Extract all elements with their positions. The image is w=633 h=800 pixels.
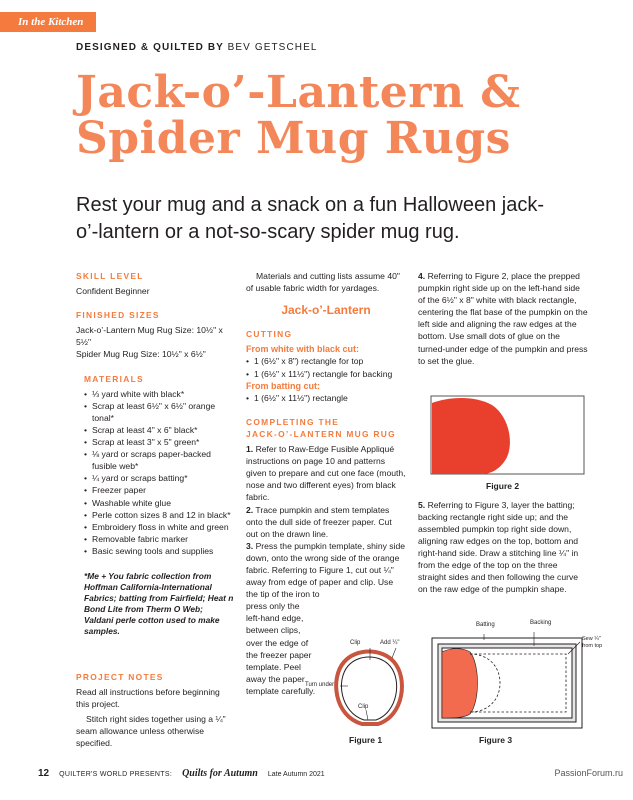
- page-title: [76, 67, 616, 164]
- designer-prefix: DESIGNED & QUILTED BY: [76, 42, 224, 53]
- title-line-1: Jack-o’-Lantern &: [76, 67, 521, 118]
- list-item: • ¼ yard or scraps batting*: [84, 472, 234, 484]
- figure-2-label: Figure 2: [486, 481, 520, 491]
- step-text: Refer to Raw-Edge Fusible Appliqué instructions on page 10 and patterns given to prepare and cut one face (mouth, nose and two different eyes) from black fabric.: [246, 444, 406, 503]
- footer: [38, 768, 325, 779]
- designer-credit: [76, 42, 318, 53]
- list-item: • Perle cotton sizes 8 and 12 in black*: [84, 509, 234, 521]
- list-item: • Scrap at least 3" x 5" green*: [84, 436, 234, 448]
- step-number: 1.: [246, 444, 254, 455]
- step-4: [418, 270, 588, 367]
- completing-heading-2: JACK-O’-LANTERN MUG RUG: [246, 428, 396, 439]
- fig1-add-label: Add ¼": [380, 640, 400, 646]
- skill-heading: SKILL LEVEL: [76, 271, 144, 281]
- list-item: • Washable white glue: [84, 497, 234, 509]
- step-3: [246, 540, 406, 600]
- step-3-line: over the edge of: [246, 637, 309, 648]
- step-number: 5.: [418, 499, 426, 510]
- list-item: • 1 (6½" x 11½") rectangle for backing: [246, 368, 406, 380]
- list-item: • ⅓ yard white with black*: [84, 388, 234, 400]
- step-3-line: press only the: [246, 601, 300, 612]
- magazine-name: QUILTER'S WORLD PRESENTS:: [59, 771, 173, 778]
- step-number: 4.: [418, 271, 426, 281]
- fig1-clip-label: Clip: [350, 640, 361, 646]
- list-item: • 1 (6½" x 8") rectangle for top: [246, 355, 406, 367]
- step-number: 3.: [246, 540, 254, 551]
- project-notes-p1: Read all instructions before beginning this project.: [76, 687, 220, 710]
- issue: Late Autumn 2021: [267, 771, 325, 778]
- materials-note: *Me + You fabric collection from Hoffman California-International Fabrics; batting from Fairfield; Heat n Bond Lite from Therm O Web; Valdani perle cotton used to make samples.: [84, 570, 234, 636]
- project-notes-p2: Stitch right sides together using a ¼" seam allowance unless otherwise specified.: [76, 714, 226, 749]
- size-line: Jack-o’-Lantern Mug Rug Size: 10½" x 5½": [76, 325, 223, 348]
- list-item: • Basic sewing tools and supplies: [84, 545, 234, 557]
- fig3-backing-label: Backing: [530, 620, 552, 626]
- list-item: • Scrap at least 4" x 6" black*: [84, 424, 234, 436]
- figure-3-label: Figure 3: [479, 735, 513, 745]
- pumpkin-shape: [442, 649, 478, 718]
- step-3-line: left-hand edge,: [246, 613, 304, 624]
- step-3-line: away the paper: [246, 673, 305, 684]
- skill-value: Confident Beginner: [76, 286, 150, 297]
- materials-heading: MATERIALS: [84, 373, 144, 384]
- list-item: • Freezer paper: [84, 484, 234, 496]
- list-item: • Scrap at least 6½" x 6½" orange tonal*: [84, 400, 234, 424]
- white-cut-list: [246, 355, 406, 379]
- step-text: Press the pumpkin template, shiny side down, onto the wrong side of the orange fabric. Referring to Figure 1, cut out ¼" away from edge of paper and clip. Use the tip of the iron to: [246, 540, 406, 600]
- completing-heading-1: COMPLETING THE: [246, 416, 340, 427]
- list-item: • ⅛ yard or scraps paper-backed fusible web*: [84, 448, 234, 472]
- step-3-line: the freezer paper: [246, 649, 312, 660]
- title-line-2: Spider Mug Rugs: [76, 113, 511, 164]
- figure-1-diagram: [326, 636, 416, 732]
- intro-text: Materials and cutting lists assume 40" of usable fabric width for yardages.: [246, 271, 400, 294]
- add-pointer: [392, 648, 396, 658]
- fig1-turn-label: Turn under: [305, 682, 335, 688]
- step-2: [246, 504, 406, 540]
- step-text: Referring to Figure 2, place the prepped pumpkin right side up on the left-hand side of the 6½" x 8" white with black rectangle, centering the flat base of the pumpkin on the left side and aligning the raw edges at the bottom. Use small dots of glue on the turned-under edge of the pumpkin and press to set the glue.: [418, 271, 588, 366]
- figure-1-label: Figure 1: [349, 735, 383, 745]
- book-title: Quilts for Autumn: [182, 768, 258, 779]
- step-1: [246, 443, 406, 503]
- fig3-sew-label-2: from top: [582, 643, 603, 649]
- step-5: [418, 499, 588, 596]
- column-middle: [246, 270, 406, 697]
- step-3-line: template. Peel: [246, 661, 301, 672]
- designer-name: BEV GETSCHEL: [227, 42, 318, 53]
- sizes-heading: FINISHED SIZES: [76, 310, 160, 321]
- subtitle: Rest your mug and a snack on a fun Halloween jack-o’-lantern or a not-so-scary spider mug rug.: [76, 194, 545, 243]
- step-text: Trace pumpkin and stem templates onto the dull side of freezer paper. Cut out on the drawn line.: [246, 504, 392, 539]
- batting-cut-list: [246, 392, 406, 404]
- watermark: PassionForum.ru: [554, 768, 623, 778]
- fig1-clip-bottom-label: Clip: [358, 704, 369, 710]
- size-line: Spider Mug Rug Size: 10½" x 6½": [76, 349, 206, 360]
- list-item: • 1 (6½" x 11½") rectangle: [246, 392, 406, 404]
- section-tab: In the Kitchen: [0, 12, 96, 32]
- cutting-heading: CUTTING: [246, 329, 293, 340]
- column-left: [76, 270, 234, 750]
- pumpkin-template: [341, 657, 396, 720]
- step-number: 2.: [246, 504, 254, 515]
- list-item: • Embroidery floss in white and green: [84, 521, 234, 533]
- jack-heading: Jack-o’-Lantern: [281, 303, 371, 318]
- step-3-line: template carefully.: [246, 685, 316, 696]
- fig3-batting-label: Batting: [476, 622, 495, 628]
- step-text: Referring to Figure 3, layer the batting; backing rectangle right side up; and the assembled pumpkin top right side down, aligning raw edges on the top, bottom and right-hand side. Draw a stitching line ¼" in from the edge of the top on the three straight sides and then following the curve on the raw edge of the pumpkin shape.: [418, 499, 579, 595]
- page-number: 12: [38, 768, 50, 779]
- materials-list: [84, 388, 234, 557]
- from-white-heading: From white with black cut:: [246, 344, 360, 355]
- project-notes-heading: PROJECT NOTES: [76, 671, 164, 682]
- figure-2-diagram: [430, 395, 585, 475]
- list-item: • Removable fabric marker: [84, 533, 234, 545]
- fig3-sew-label-1: Sew ¼": [582, 636, 601, 642]
- step-3-line: between clips,: [246, 625, 301, 636]
- from-batting-heading: From batting cut:: [246, 380, 320, 391]
